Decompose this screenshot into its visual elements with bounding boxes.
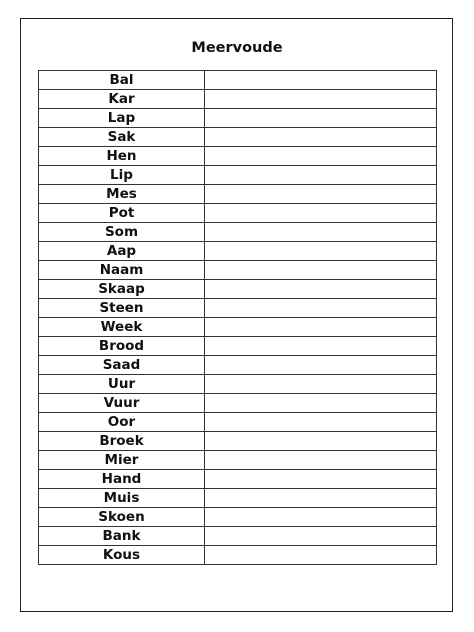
singular-word-cell: Kous — [39, 546, 205, 565]
plural-answer-cell[interactable] — [205, 147, 437, 166]
singular-word-cell: Uur — [39, 375, 205, 394]
plural-answer-cell[interactable] — [205, 375, 437, 394]
singular-word-cell: Bal — [39, 71, 205, 90]
table-row — [39, 470, 437, 489]
plural-answer-cell[interactable] — [205, 90, 437, 109]
singular-word-cell: Mier — [39, 451, 205, 470]
singular-word-cell: Broek — [39, 432, 205, 451]
plural-answer-cell[interactable] — [205, 280, 437, 299]
table-row — [39, 242, 437, 261]
table-row — [39, 432, 437, 451]
plural-answer-cell[interactable] — [205, 451, 437, 470]
worksheet-title: Meervoude — [191, 40, 283, 56]
singular-word-cell: Week — [39, 318, 205, 337]
plural-answer-cell[interactable] — [205, 166, 437, 185]
plural-answer-cell[interactable] — [205, 356, 437, 375]
table-row — [39, 128, 437, 147]
plural-answer-cell[interactable] — [205, 432, 437, 451]
table-row — [39, 375, 437, 394]
singular-word-cell: Sak — [39, 128, 205, 147]
plural-answer-cell[interactable] — [205, 489, 437, 508]
table-row — [39, 204, 437, 223]
singular-word-cell: Mes — [39, 185, 205, 204]
plural-answer-cell[interactable] — [205, 299, 437, 318]
table-row — [39, 527, 437, 546]
singular-word-cell: Bank — [39, 527, 205, 546]
singular-word-cell: Pot — [39, 204, 205, 223]
table-row — [39, 337, 437, 356]
plural-answer-cell[interactable] — [205, 223, 437, 242]
singular-word-cell: Vuur — [39, 394, 205, 413]
plural-answer-cell[interactable] — [205, 508, 437, 527]
singular-word-cell: Lip — [39, 166, 205, 185]
table-row — [39, 413, 437, 432]
table-row — [39, 508, 437, 527]
singular-word-cell: Brood — [39, 337, 205, 356]
plural-answer-cell[interactable] — [205, 527, 437, 546]
table-row — [39, 185, 437, 204]
word-table — [38, 70, 437, 565]
table-row — [39, 318, 437, 337]
plural-answer-cell[interactable] — [205, 546, 437, 565]
singular-word-cell: Aap — [39, 242, 205, 261]
singular-word-cell: Oor — [39, 413, 205, 432]
table-row — [39, 71, 437, 90]
table-row — [39, 223, 437, 242]
plural-answer-cell[interactable] — [205, 204, 437, 223]
table-row — [39, 394, 437, 413]
singular-word-cell: Som — [39, 223, 205, 242]
table-row — [39, 166, 437, 185]
singular-word-cell: Skaap — [39, 280, 205, 299]
plural-answer-cell[interactable] — [205, 413, 437, 432]
singular-word-cell: Saad — [39, 356, 205, 375]
plural-answer-cell[interactable] — [205, 318, 437, 337]
singular-word-cell: Lap — [39, 109, 205, 128]
plural-answer-cell[interactable] — [205, 109, 437, 128]
singular-word-cell: Naam — [39, 261, 205, 280]
singular-word-cell: Hand — [39, 470, 205, 489]
table-row — [39, 489, 437, 508]
plural-answer-cell[interactable] — [205, 337, 437, 356]
singular-word-cell: Kar — [39, 90, 205, 109]
word-table-body — [39, 71, 437, 565]
plural-answer-cell[interactable] — [205, 185, 437, 204]
table-row — [39, 299, 437, 318]
plural-answer-cell[interactable] — [205, 261, 437, 280]
table-row — [39, 280, 437, 299]
plural-answer-cell[interactable] — [205, 394, 437, 413]
table-row — [39, 109, 437, 128]
plural-answer-cell[interactable] — [205, 470, 437, 489]
plural-answer-cell[interactable] — [205, 242, 437, 261]
singular-word-cell: Muis — [39, 489, 205, 508]
plural-answer-cell[interactable] — [205, 71, 437, 90]
table-row — [39, 451, 437, 470]
table-row — [39, 90, 437, 109]
table-row — [39, 546, 437, 565]
table-row — [39, 261, 437, 280]
singular-word-cell: Skoen — [39, 508, 205, 527]
singular-word-cell: Hen — [39, 147, 205, 166]
table-row — [39, 356, 437, 375]
table-row — [39, 147, 437, 166]
plural-answer-cell[interactable] — [205, 128, 437, 147]
singular-word-cell: Steen — [39, 299, 205, 318]
